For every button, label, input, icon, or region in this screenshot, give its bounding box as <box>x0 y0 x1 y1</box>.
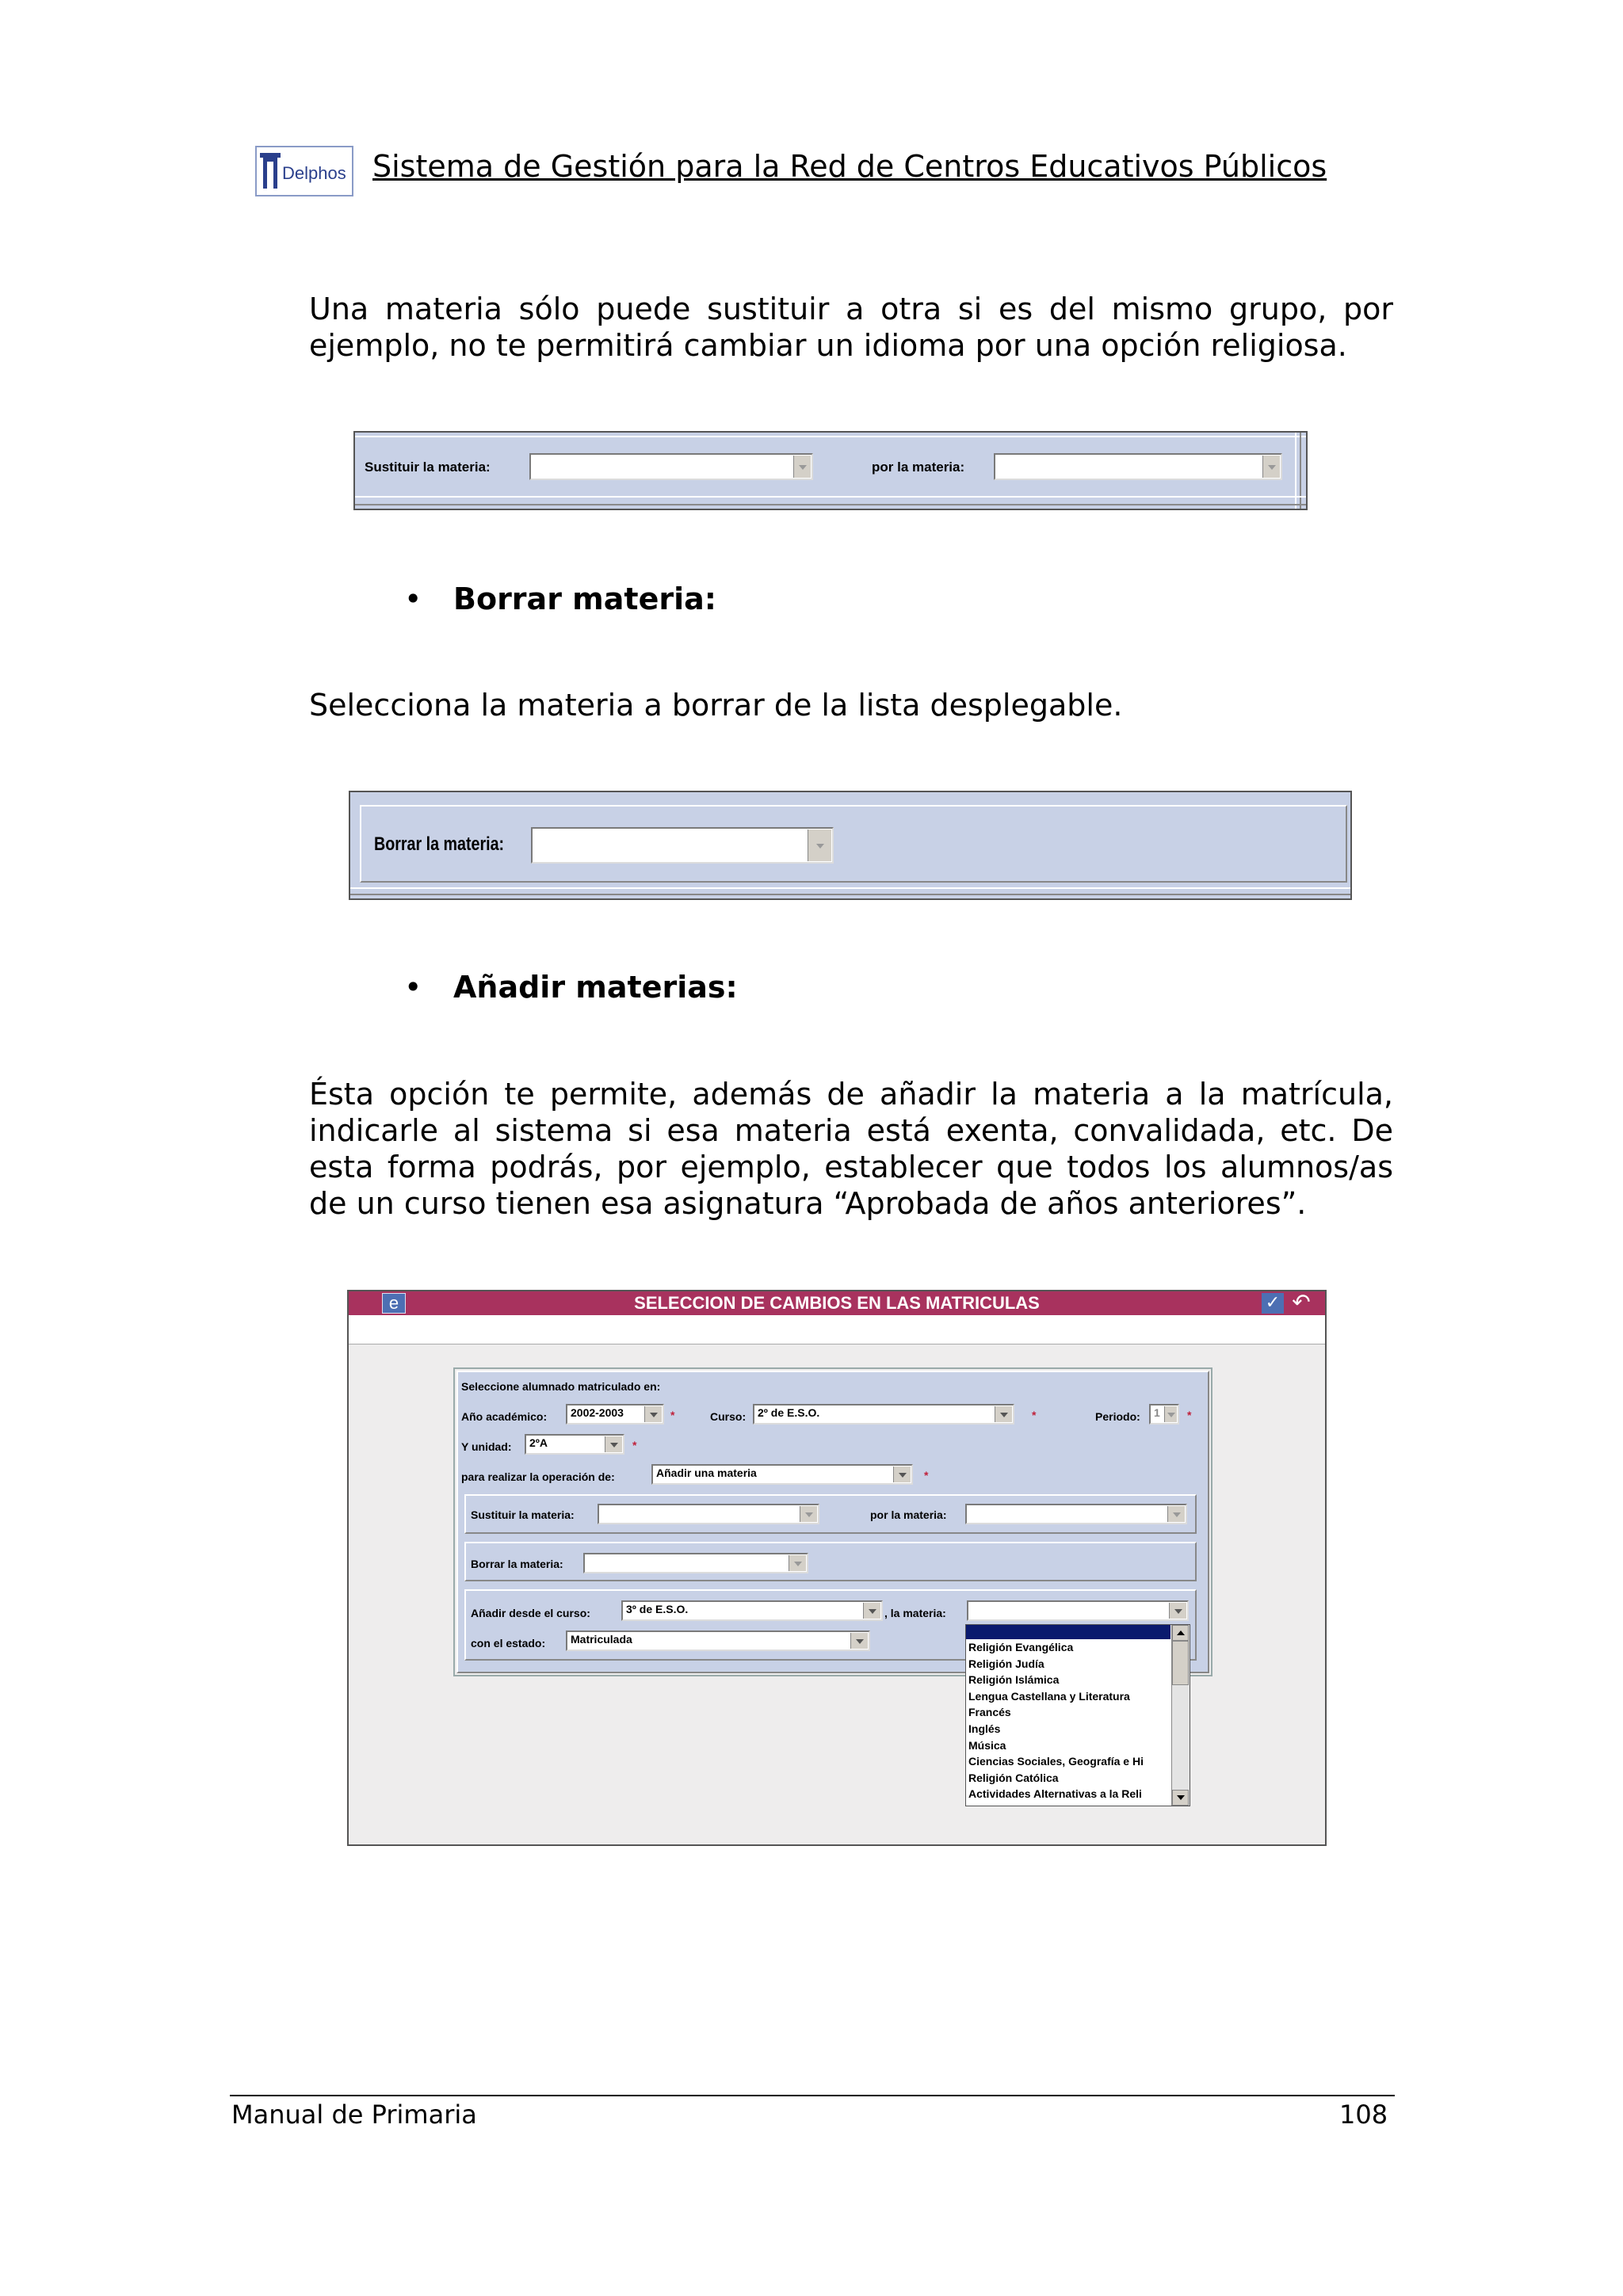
selection-form: Seleccione alumnado matriculado en: Año académico: 2002-2003 * Curso: 2º de E.S.O. * Periodo: 1 * Y unidad: 2ºA * para realizar la operación de: Añadir una materia * Sustituir la materia: por la materia: Borrar la materia: Añadir desde el curso: 3º de E.S.O. , la materia: con el estado: Matriculada <box>456 1371 1209 1673</box>
highlighted-option[interactable] <box>966 1625 1170 1639</box>
chevron-down-icon[interactable] <box>1164 1406 1177 1422</box>
chevron-down-icon[interactable] <box>850 1633 868 1649</box>
materia-option[interactable]: Ciencias Sociales, Geografía e Hi <box>968 1755 1144 1768</box>
page-number: 108 <box>1339 2100 1388 2130</box>
materia-option[interactable]: Actividades Alternativas a la Reli <box>968 1787 1142 1801</box>
anio-label: Año académico: <box>461 1410 548 1423</box>
chevron-down-icon[interactable] <box>995 1406 1012 1422</box>
logo-text: Delphos <box>282 163 346 183</box>
materia-option[interactable]: Religión Judía <box>968 1657 1044 1670</box>
anadir-curso-select[interactable]: 3º de E.S.O. <box>621 1600 883 1621</box>
paragraph-sustituir: Una materia sólo puede sustituir a otra si es del mismo grupo, por ejemplo, no te permitirá cambiar un idioma por una opción religiosa. <box>309 292 1393 363</box>
chevron-down-icon[interactable] <box>793 456 811 478</box>
borrar-select[interactable] <box>583 1553 808 1573</box>
window-title: SELECCION DE CAMBIOS EN LAS MATRICULAS <box>634 1293 1040 1313</box>
materia-option[interactable]: Música <box>968 1738 1006 1752</box>
chevron-down-icon[interactable] <box>800 1506 817 1522</box>
chevron-down-icon[interactable] <box>1262 456 1280 478</box>
screenshot-sustituir <box>353 431 1308 510</box>
borrar-label: Borrar la materia: <box>374 833 505 855</box>
bullet-anadir-label: Añadir materias: <box>453 970 738 1005</box>
paragraph-borrar: Selecciona la materia a borrar de la lista desplegable. <box>309 688 1123 723</box>
footer-title: Manual de Primaria <box>231 2100 477 2130</box>
sustituir-select[interactable] <box>598 1504 819 1524</box>
materia-option[interactable]: Francés <box>968 1706 1011 1719</box>
chevron-down-icon[interactable] <box>1169 1603 1186 1619</box>
curso-select[interactable]: 2º de E.S.O. <box>753 1404 1014 1425</box>
materia-dropdown-list[interactable] <box>965 1624 1190 1806</box>
screenshot-borrar <box>349 791 1352 900</box>
chevron-down-icon[interactable] <box>1167 1506 1185 1522</box>
operacion-label: para realizar la operación de: <box>461 1470 615 1483</box>
scroll-up-icon[interactable] <box>1172 1625 1189 1641</box>
por-label: por la materia: <box>870 1508 947 1521</box>
sustituir-label: Sustituir la materia: <box>365 460 491 475</box>
seleccione-label: Seleccione alumnado matriculado en: <box>461 1380 661 1393</box>
materia-option[interactable]: Religión Evangélica <box>968 1641 1074 1653</box>
sustituir-label: Sustituir la materia: <box>471 1508 575 1521</box>
scroll-thumb[interactable] <box>1172 1641 1189 1685</box>
paragraph-anadir: Ésta opción te permite, además de añadir la materia a la matrícula, indicarle al sistema si esa materia está exenta, convalidada, etc. De esta forma podrás, por ejemplo, establecer que todos los alumnos/as de un curso tienen esa asignatura “Aprobada de años anteriores”. <box>309 1077 1393 1221</box>
borrar-select[interactable] <box>531 827 834 864</box>
unidad-select[interactable]: 2ºA <box>525 1434 624 1455</box>
operacion-select[interactable]: Añadir una materia <box>651 1464 913 1485</box>
unidad-label: Y unidad: <box>461 1440 512 1453</box>
por-label: por la materia: <box>872 460 965 475</box>
e-icon[interactable]: e <box>382 1293 406 1314</box>
scrollbar[interactable] <box>1171 1625 1190 1806</box>
chevron-down-icon[interactable] <box>605 1436 622 1452</box>
materia-option[interactable]: Religión Católica <box>968 1771 1059 1784</box>
bullet-icon: • <box>404 582 422 616</box>
delphos-logo <box>255 146 353 196</box>
materia-option[interactable]: Religión Islámica <box>968 1673 1060 1687</box>
por-materia-select[interactable] <box>994 453 1282 480</box>
estado-label: con el estado: <box>471 1637 546 1650</box>
por-materia-select[interactable] <box>965 1504 1187 1524</box>
sustituir-section <box>464 1494 1197 1534</box>
chevron-down-icon[interactable] <box>644 1406 662 1422</box>
pillar-icon <box>263 157 277 189</box>
materia-option[interactable]: Inglés <box>968 1722 1001 1735</box>
estado-select[interactable]: Matriculada <box>566 1630 870 1651</box>
borrar-section <box>464 1542 1197 1581</box>
title-bar <box>349 1291 1325 1315</box>
la-materia-select[interactable] <box>967 1600 1189 1621</box>
check-icon[interactable]: ✓ <box>1262 1293 1284 1314</box>
la-materia-label: , la materia: <box>884 1607 946 1619</box>
materia-option[interactable]: Lengua Castellana y Literatura <box>968 1689 1130 1703</box>
chevron-down-icon[interactable] <box>863 1603 880 1619</box>
periodo-label: Periodo: <box>1095 1410 1140 1423</box>
chevron-down-icon[interactable] <box>808 830 831 861</box>
screenshot-seleccion-cambios <box>347 1290 1327 1846</box>
chevron-down-icon[interactable] <box>789 1555 806 1571</box>
chevron-down-icon[interactable] <box>893 1466 911 1482</box>
periodo-select[interactable]: 1 <box>1149 1404 1179 1425</box>
scroll-down-icon[interactable] <box>1172 1790 1189 1806</box>
undo-icon[interactable]: ↶ <box>1292 1289 1311 1315</box>
anadir-curso-label: Añadir desde el curso: <box>471 1607 590 1619</box>
header-title: Sistema de Gestión para la Red de Centros Educativos Públicos <box>372 149 1327 184</box>
bullet-borrar-label: Borrar materia: <box>453 582 716 616</box>
anio-select[interactable]: 2002-2003 <box>566 1404 664 1425</box>
sustituir-select[interactable] <box>529 453 813 480</box>
footer-rule <box>230 2095 1395 2096</box>
borrar-label: Borrar la materia: <box>471 1558 563 1570</box>
curso-label: Curso: <box>710 1410 747 1423</box>
bullet-icon: • <box>404 970 422 1005</box>
